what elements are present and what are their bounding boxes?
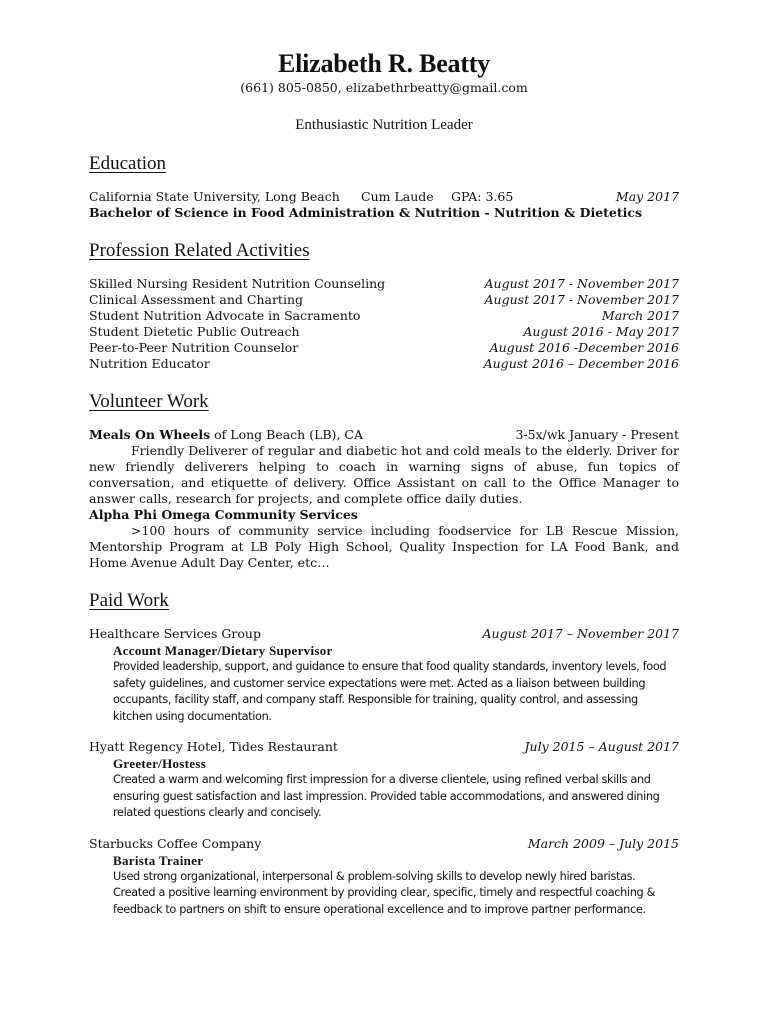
job-dates: August 2017 – November 2017	[482, 626, 679, 641]
company-name: Hyatt Regency Hotel, Tides Restaurant	[89, 739, 338, 754]
candidate-name: Elizabeth R. Beatty	[277, 49, 491, 78]
activity-date: August 2016 - May 2017	[523, 324, 679, 339]
tagline: Enthusiastic Nutrition Leader	[295, 117, 473, 133]
job-description: Created a warm and welcoming first impression for a diverse clientele, using refined verbal skills and ensuring guest satisfaction and last impression. Provided table accommodations, and answered dining related questions clearly and concisely.	[113, 773, 660, 819]
job-header	[89, 739, 679, 755]
list-item	[89, 292, 679, 308]
job-title: Account Manager/Dietary Supervisor	[113, 643, 333, 658]
job-dates: March 2009 – July 2015	[527, 835, 679, 851]
job-entry	[89, 836, 679, 919]
activities-list	[89, 276, 679, 372]
activity-date: August 2017 - November 2017	[484, 276, 679, 291]
spacer	[89, 262, 679, 276]
volunteer-org-name: Meals On Wheels	[89, 427, 211, 442]
activity-name: Student Nutrition Advocate in Sacramento	[89, 308, 361, 323]
volunteer-description: >100 hours of community service including foodservice for LB Rescue Mission, Mentorship Program at LB Poly High School, Quality Inspection for LA Food Bank, and Home Avenue Adult Day Center, etc…	[89, 523, 679, 570]
contact-info: (661) 805-0850, elizabethrbeatty@gmail.com	[240, 80, 528, 95]
job-entry	[89, 739, 679, 822]
school-name: California State University, Long Beach	[89, 189, 340, 204]
list-item	[89, 276, 679, 292]
activity-date: August 2016 – December 2016	[483, 356, 679, 371]
job-header	[89, 836, 679, 852]
activity-name: Skilled Nursing Resident Nutrition Counseling	[89, 276, 386, 291]
volunteer-org	[89, 427, 363, 443]
spacer	[89, 175, 679, 189]
activity-date: August 2017 - November 2017	[484, 292, 679, 307]
spacer	[89, 725, 679, 739]
activity-name: Nutrition Educator	[89, 356, 210, 371]
activity-name: Clinical Assessment and Charting	[89, 292, 304, 307]
volunteer-org-name: Alpha Phi Omega Community Services	[89, 507, 358, 522]
activity-name: Student Dietetic Public Outreach	[89, 324, 300, 339]
job-description: Provided leadership, support, and guidance to ensure that food quality standards, inventory levels, food safety guidelines, and customer service expectations were met. Acted as a liaison between building occupants, facility staff, and company staff. Responsible for training, quality control, and assessing kitchen using documentation.	[113, 660, 667, 723]
spacer	[89, 413, 679, 427]
honor: Cum Laude	[361, 189, 434, 204]
list-item	[89, 308, 679, 324]
activity-name: Peer-to-Peer Nutrition Counselor	[89, 340, 299, 355]
job-entry	[89, 626, 679, 725]
company-name: Healthcare Services Group	[89, 626, 261, 641]
graduation-date: May 2017	[615, 189, 679, 204]
section-title-paid-work: Paid Work	[89, 590, 169, 611]
volunteer-schedule: 3-5x/wk January - Present	[515, 427, 679, 442]
volunteer-org-location: of Long Beach (LB), CA	[210, 427, 363, 442]
activity-date: August 2016 -December 2016	[489, 340, 679, 355]
volunteer-description: Friendly Deliverer of regular and diabetic hot and cold meals to the elderly. Driver for new friendly deliverers helping to coach in warning signs of abuse, fun topics of conversation, and etiquette of delivery. Office Assistant on call to the Office Manager to answer calls, research for projects, and complete office daily duties.	[89, 443, 679, 506]
volunteer-org-row	[89, 427, 679, 443]
list-item	[89, 324, 679, 340]
activity-date: March 2017	[601, 308, 679, 323]
section-title-volunteer: Volunteer Work	[89, 391, 209, 412]
list-item	[89, 340, 679, 356]
education-row	[89, 189, 679, 205]
spacer	[89, 822, 679, 836]
section-title-education: Education	[89, 153, 167, 174]
degree: Bachelor of Science in Food Administration & Nutrition - Nutrition & Dietetics	[89, 205, 643, 220]
gpa: GPA: 3.65	[451, 189, 514, 204]
list-item	[89, 356, 679, 372]
company-name: Starbucks Coffee Company	[89, 835, 262, 851]
spacer	[89, 612, 679, 626]
job-title: Barista Trainer	[113, 852, 204, 868]
job-dates: July 2015 – August 2017	[524, 739, 679, 754]
section-title-activities: Profession Related Activities	[89, 240, 310, 261]
job-title: Greeter/Hostess	[113, 756, 207, 771]
job-description: Used strong organizational, interpersonal & problem-solving skills to develop newly hired baristas. Created a positive learning environment by providing clear, specific, timely and respectful coaching & feedback to partners on shift to ensure operational excellence and to improve partner performance.	[113, 869, 656, 916]
job-header	[89, 626, 679, 642]
